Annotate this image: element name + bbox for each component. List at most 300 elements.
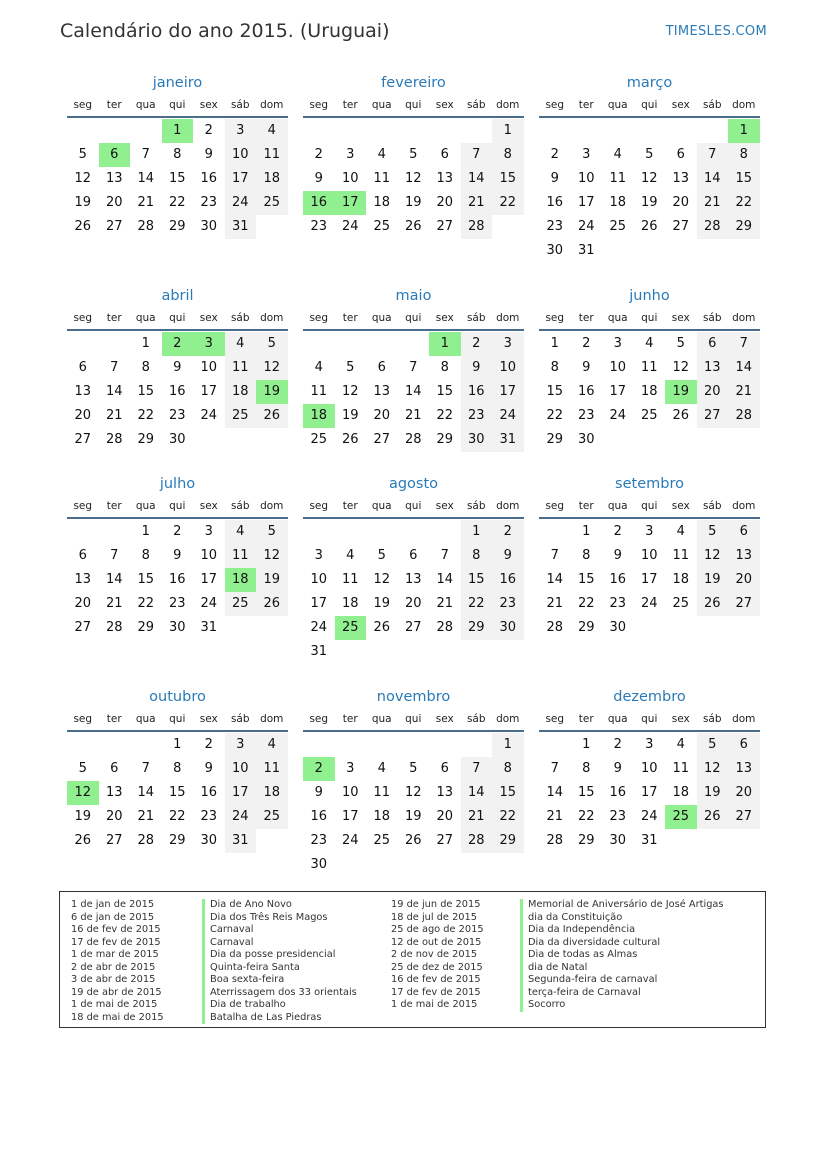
day-cell: 13 <box>728 544 760 568</box>
day-cell: 2 <box>492 520 524 544</box>
day-cell: 22 <box>436 408 454 423</box>
day-cell: 12 <box>256 356 288 380</box>
day-cell: 10 <box>577 171 595 186</box>
empty-cell <box>539 119 571 143</box>
day-cell: 7 <box>141 147 150 162</box>
day-cell: 25 <box>256 805 288 829</box>
weekday-label: dom <box>732 500 756 512</box>
weekday-label: seg <box>545 500 565 512</box>
day-cell: 21 <box>461 191 493 215</box>
day-grid <box>303 119 524 239</box>
day-cell: 28 <box>546 620 564 635</box>
day-cell: 27 <box>74 620 92 635</box>
weekday-label: ter <box>106 500 122 512</box>
empty-cell <box>99 119 131 143</box>
day-cell: 23 <box>577 408 595 423</box>
day-cell: 9 <box>492 544 524 568</box>
weekday-label: dom <box>496 99 520 111</box>
day-cell: 28 <box>461 829 493 853</box>
day-cell: 21 <box>697 191 729 215</box>
day-cell: 26 <box>256 404 288 428</box>
day-cell: 10 <box>310 572 328 587</box>
weekday-label: qua <box>371 713 392 725</box>
weekday-label: seg <box>309 713 329 725</box>
day-cell: 19 <box>404 809 422 824</box>
day-cell: 10 <box>640 548 658 563</box>
day-cell: 30 <box>546 243 564 258</box>
day-cell: 24 <box>225 191 257 215</box>
day-cell: 11 <box>225 544 257 568</box>
day-cell: 14 <box>546 572 564 587</box>
day-cell: 1 <box>582 524 591 539</box>
month-abril <box>67 285 288 452</box>
day-cell: 18 <box>256 167 288 191</box>
day-cell: 13 <box>436 785 454 800</box>
weekday-label: seg <box>545 99 565 111</box>
weekday-label: dom <box>732 99 756 111</box>
day-cell: 5 <box>78 761 87 776</box>
legend-date: 17 de fev de 2015 <box>391 986 481 998</box>
legend-date: 25 de dez de 2015 <box>391 961 483 973</box>
empty-cell <box>602 119 634 143</box>
day-grid <box>303 733 524 877</box>
day-cell: 1 <box>582 737 591 752</box>
weekday-label: sex <box>435 713 454 725</box>
day-cell: 31 <box>225 215 257 239</box>
day-cell: 22 <box>168 195 186 210</box>
day-cell: 21 <box>728 380 760 404</box>
day-cell: 18 <box>609 195 627 210</box>
day-cell: 2 <box>204 737 213 752</box>
day-cell: 5 <box>377 548 386 563</box>
weekday-label: sex <box>671 312 690 324</box>
day-cell: 27 <box>728 805 760 829</box>
legend-holiday-name: dia da Constituição <box>520 912 724 925</box>
day-cell: 19 <box>697 781 729 805</box>
day-cell: 31 <box>640 833 658 848</box>
weekday-label: seg <box>73 713 93 725</box>
day-cell: 4 <box>314 360 323 375</box>
site-logo[interactable]: TIMESLES.COM <box>665 24 767 39</box>
day-cell: 10 <box>640 761 658 776</box>
day-cell: 27 <box>436 833 454 848</box>
day-cell: 25 <box>672 596 690 611</box>
day-grid <box>67 520 288 640</box>
day-cell: 8 <box>550 360 559 375</box>
day-cell: 22 <box>492 805 524 829</box>
legend-date: 1 de mai de 2015 <box>71 999 158 1010</box>
day-cell: 23 <box>168 408 186 423</box>
weekday-label: dom <box>260 500 284 512</box>
holiday-day-cell: 19 <box>665 380 697 404</box>
day-cell: 17 <box>225 781 257 805</box>
day-cell: 3 <box>225 119 257 143</box>
empty-cell <box>697 119 729 143</box>
day-cell: 17 <box>200 384 218 399</box>
day-cell: 26 <box>697 592 729 616</box>
day-cell: 16 <box>310 809 328 824</box>
day-cell: 6 <box>728 733 760 757</box>
day-cell: 30 <box>200 219 218 234</box>
day-grid <box>303 520 524 664</box>
day-cell: 8 <box>728 143 760 167</box>
day-cell: 7 <box>697 143 729 167</box>
day-cell: 3 <box>645 737 654 752</box>
day-cell: 13 <box>404 572 422 587</box>
day-cell: 4 <box>645 336 654 351</box>
day-cell: 9 <box>173 360 182 375</box>
day-cell: 14 <box>461 781 493 805</box>
day-cell: 27 <box>436 219 454 234</box>
legend-holiday-name: terça-feira de Carnaval <box>520 987 724 1000</box>
day-cell: 29 <box>461 616 493 640</box>
day-cell: 24 <box>609 408 627 423</box>
legend-date: 25 de ago de 2015 <box>391 924 484 935</box>
weekday-label: dom <box>260 312 284 324</box>
holiday-day-cell: 1 <box>728 119 760 143</box>
day-cell: 13 <box>672 171 690 186</box>
day-cell: 10 <box>200 548 218 563</box>
day-cell: 6 <box>728 520 760 544</box>
day-cell: 19 <box>404 195 422 210</box>
holiday-day-cell: 2 <box>303 757 335 781</box>
empty-cell <box>398 733 430 757</box>
weekday-header <box>539 708 760 732</box>
day-cell: 7 <box>440 548 449 563</box>
day-cell: 9 <box>613 548 622 563</box>
weekday-label: qua <box>135 312 156 324</box>
day-cell: 2 <box>204 123 213 138</box>
weekday-label: seg <box>73 500 93 512</box>
day-cell: 23 <box>310 219 328 234</box>
day-cell: 20 <box>728 781 760 805</box>
month-setembro <box>539 473 760 640</box>
empty-cell <box>665 119 697 143</box>
day-cell: 17 <box>341 809 359 824</box>
day-cell: 29 <box>577 833 595 848</box>
day-cell: 2 <box>461 332 493 356</box>
day-cell: 20 <box>728 568 760 592</box>
day-cell: 16 <box>200 171 218 186</box>
day-cell: 26 <box>341 432 359 447</box>
day-cell: 7 <box>550 761 559 776</box>
day-cell: 3 <box>204 524 213 539</box>
weekday-header <box>303 495 524 519</box>
day-cell: 26 <box>74 833 92 848</box>
weekday-label: qui <box>169 312 186 324</box>
day-cell: 21 <box>404 408 422 423</box>
day-cell: 15 <box>546 384 564 399</box>
weekday-label: sáb <box>702 312 722 324</box>
day-cell: 20 <box>672 195 690 210</box>
day-cell: 8 <box>492 757 524 781</box>
legend-holiday-name: Dia da posse presidencial <box>202 949 357 962</box>
day-cell: 24 <box>640 596 658 611</box>
day-cell: 16 <box>168 572 186 587</box>
day-cell: 13 <box>74 572 92 587</box>
day-cell: 30 <box>492 616 524 640</box>
month-outubro <box>67 686 288 853</box>
day-cell: 1 <box>550 336 559 351</box>
empty-cell <box>398 119 430 143</box>
weekday-header <box>67 495 288 519</box>
day-cell: 28 <box>546 833 564 848</box>
day-cell: 11 <box>373 785 391 800</box>
legend-date: 18 de jul de 2015 <box>391 911 478 923</box>
empty-cell <box>539 733 571 757</box>
day-cell: 22 <box>546 408 564 423</box>
day-cell: 6 <box>440 147 449 162</box>
weekday-label: qui <box>169 713 186 725</box>
legend-holiday-name: Aterrissagem dos 33 orientais <box>202 987 357 1000</box>
weekday-header <box>67 94 288 118</box>
empty-cell <box>398 332 430 356</box>
weekday-label: sáb <box>702 99 722 111</box>
holiday-day-cell: 18 <box>225 568 257 592</box>
empty-cell <box>335 733 367 757</box>
empty-cell <box>335 332 367 356</box>
day-cell: 27 <box>105 833 123 848</box>
weekday-label: ter <box>578 713 594 725</box>
weekday-label: ter <box>342 500 358 512</box>
day-cell: 26 <box>640 219 658 234</box>
day-cell: 26 <box>74 219 92 234</box>
month-title: março <box>626 75 673 91</box>
weekday-label: sáb <box>466 500 486 512</box>
day-cell: 12 <box>672 360 690 375</box>
legend-holiday-name: Batalha de Las Piedras <box>202 1012 357 1025</box>
empty-cell <box>99 733 131 757</box>
day-cell: 26 <box>672 408 690 423</box>
day-cell: 19 <box>697 568 729 592</box>
day-cell: 30 <box>168 620 186 635</box>
weekday-label: sex <box>435 500 454 512</box>
month-agosto <box>303 473 524 664</box>
day-cell: 10 <box>609 360 627 375</box>
day-cell: 20 <box>373 408 391 423</box>
day-cell: 14 <box>436 572 454 587</box>
month-title: novembro <box>376 689 451 705</box>
day-cell: 9 <box>314 785 323 800</box>
day-cell: 11 <box>310 384 328 399</box>
day-cell: 14 <box>105 572 123 587</box>
empty-cell <box>398 520 430 544</box>
legend-names-right <box>520 899 724 1012</box>
day-cell: 3 <box>225 733 257 757</box>
day-cell: 28 <box>105 620 123 635</box>
legend-holiday-name: Dia de todas as Almas <box>520 949 724 962</box>
day-cell: 7 <box>409 360 418 375</box>
day-cell: 4 <box>676 737 685 752</box>
weekday-label: sáb <box>230 99 250 111</box>
day-cell: 24 <box>310 620 328 635</box>
day-cell: 7 <box>550 548 559 563</box>
weekday-header <box>539 495 760 519</box>
month-junho <box>539 285 760 452</box>
holiday-day-cell: 25 <box>335 616 367 640</box>
day-cell: 14 <box>105 384 123 399</box>
month-title: fevereiro <box>381 75 446 91</box>
day-cell: 2 <box>173 524 182 539</box>
weekday-header <box>303 307 524 331</box>
month-janeiro <box>67 72 288 239</box>
holiday-day-cell: 12 <box>67 781 99 805</box>
day-cell: 23 <box>492 592 524 616</box>
day-cell: 21 <box>546 596 564 611</box>
weekday-header <box>67 708 288 732</box>
day-cell: 13 <box>728 757 760 781</box>
day-cell: 3 <box>492 332 524 356</box>
day-cell: 21 <box>546 809 564 824</box>
day-cell: 1 <box>492 733 524 757</box>
weekday-label: ter <box>106 99 122 111</box>
holiday-day-cell: 6 <box>99 143 131 167</box>
day-cell: 11 <box>341 572 359 587</box>
day-cell: 30 <box>200 833 218 848</box>
day-cell: 7 <box>110 360 119 375</box>
day-cell: 1 <box>141 524 150 539</box>
day-cell: 11 <box>609 171 627 186</box>
weekday-label: ter <box>578 312 594 324</box>
month-title: abril <box>161 288 194 304</box>
legend-date: 18 de mai de 2015 <box>71 1011 164 1023</box>
day-cell: 26 <box>256 592 288 616</box>
day-cell: 14 <box>461 167 493 191</box>
day-cell: 23 <box>200 809 218 824</box>
weekday-label: ter <box>578 99 594 111</box>
day-cell: 29 <box>492 829 524 853</box>
day-cell: 1 <box>461 520 493 544</box>
day-cell: 9 <box>204 761 213 776</box>
day-cell: 17 <box>225 167 257 191</box>
day-cell: 4 <box>613 147 622 162</box>
day-cell: 5 <box>256 332 288 356</box>
day-cell: 21 <box>105 596 123 611</box>
day-cell: 22 <box>137 408 155 423</box>
day-cell: 4 <box>225 520 257 544</box>
weekday-label: sex <box>199 312 218 324</box>
weekday-label: sex <box>199 500 218 512</box>
day-cell: 25 <box>310 432 328 447</box>
day-cell: 10 <box>225 757 257 781</box>
day-grid <box>67 332 288 452</box>
holiday-day-cell: 19 <box>256 380 288 404</box>
day-cell: 10 <box>492 356 524 380</box>
weekday-label: qua <box>607 713 628 725</box>
day-cell: 22 <box>577 596 595 611</box>
day-grid <box>539 119 760 263</box>
month-fevereiro <box>303 72 524 239</box>
day-cell: 22 <box>461 592 493 616</box>
legend-holiday-name: Quinta-feira Santa <box>202 962 357 975</box>
day-cell: 14 <box>728 356 760 380</box>
weekday-label: ter <box>578 500 594 512</box>
holiday-day-cell: 16 <box>303 191 335 215</box>
day-cell: 3 <box>613 336 622 351</box>
legend-holiday-name: Socorro <box>520 999 724 1012</box>
day-cell: 28 <box>728 404 760 428</box>
day-cell: 25 <box>373 219 391 234</box>
day-cell: 4 <box>256 119 288 143</box>
day-cell: 30 <box>461 428 493 452</box>
empty-cell <box>571 119 603 143</box>
day-cell: 18 <box>341 596 359 611</box>
day-cell: 18 <box>373 195 391 210</box>
legend-date: 6 de jan de 2015 <box>71 911 155 923</box>
day-cell: 9 <box>550 171 559 186</box>
day-cell: 19 <box>341 408 359 423</box>
day-cell: 15 <box>577 785 595 800</box>
holiday-day-cell: 1 <box>162 119 194 143</box>
weekday-label: qui <box>405 713 422 725</box>
day-cell: 14 <box>137 171 155 186</box>
day-cell: 3 <box>346 147 355 162</box>
day-cell: 11 <box>640 360 658 375</box>
day-cell: 10 <box>200 360 218 375</box>
day-cell: 27 <box>74 432 92 447</box>
legend-holiday-name: Segunda-feira de carnaval <box>520 974 724 987</box>
legend-dates-right <box>391 899 484 1012</box>
day-cell: 30 <box>609 833 627 848</box>
weekday-label: sáb <box>702 713 722 725</box>
legend-date: 3 de abr de 2015 <box>71 974 156 985</box>
day-cell: 23 <box>609 809 627 824</box>
day-cell: 8 <box>173 147 182 162</box>
day-grid <box>67 733 288 853</box>
day-cell: 22 <box>168 809 186 824</box>
day-cell: 22 <box>492 191 524 215</box>
day-cell: 4 <box>377 147 386 162</box>
day-cell: 20 <box>74 408 92 423</box>
weekday-label: qui <box>169 99 186 111</box>
day-cell: 14 <box>697 167 729 191</box>
day-cell: 25 <box>225 592 257 616</box>
day-cell: 28 <box>105 432 123 447</box>
day-cell: 3 <box>645 524 654 539</box>
legend-date: 12 de out de 2015 <box>391 936 482 948</box>
day-cell: 19 <box>373 596 391 611</box>
day-cell: 5 <box>409 761 418 776</box>
empty-cell <box>634 119 666 143</box>
day-cell: 24 <box>341 833 359 848</box>
day-cell: 25 <box>609 219 627 234</box>
day-cell: 16 <box>609 785 627 800</box>
weekday-label: qui <box>405 312 422 324</box>
day-cell: 17 <box>609 384 627 399</box>
day-cell: 30 <box>310 857 328 872</box>
day-cell: 29 <box>546 432 564 447</box>
day-cell: 13 <box>373 384 391 399</box>
day-cell: 18 <box>672 785 690 800</box>
day-cell: 16 <box>461 380 493 404</box>
weekday-label: ter <box>342 312 358 324</box>
month-title: setembro <box>615 476 684 492</box>
weekday-label: sáb <box>466 713 486 725</box>
weekday-label: qui <box>405 500 422 512</box>
day-cell: 5 <box>409 147 418 162</box>
day-cell: 9 <box>613 761 622 776</box>
day-cell: 7 <box>461 143 493 167</box>
day-cell: 18 <box>225 380 257 404</box>
legend-date: 2 de abr de 2015 <box>71 961 156 973</box>
weekday-label: qui <box>641 99 658 111</box>
weekday-label: seg <box>73 99 93 111</box>
day-cell: 14 <box>137 785 155 800</box>
day-cell: 6 <box>697 332 729 356</box>
empty-cell <box>429 119 461 143</box>
day-cell: 3 <box>582 147 591 162</box>
day-cell: 14 <box>404 384 422 399</box>
